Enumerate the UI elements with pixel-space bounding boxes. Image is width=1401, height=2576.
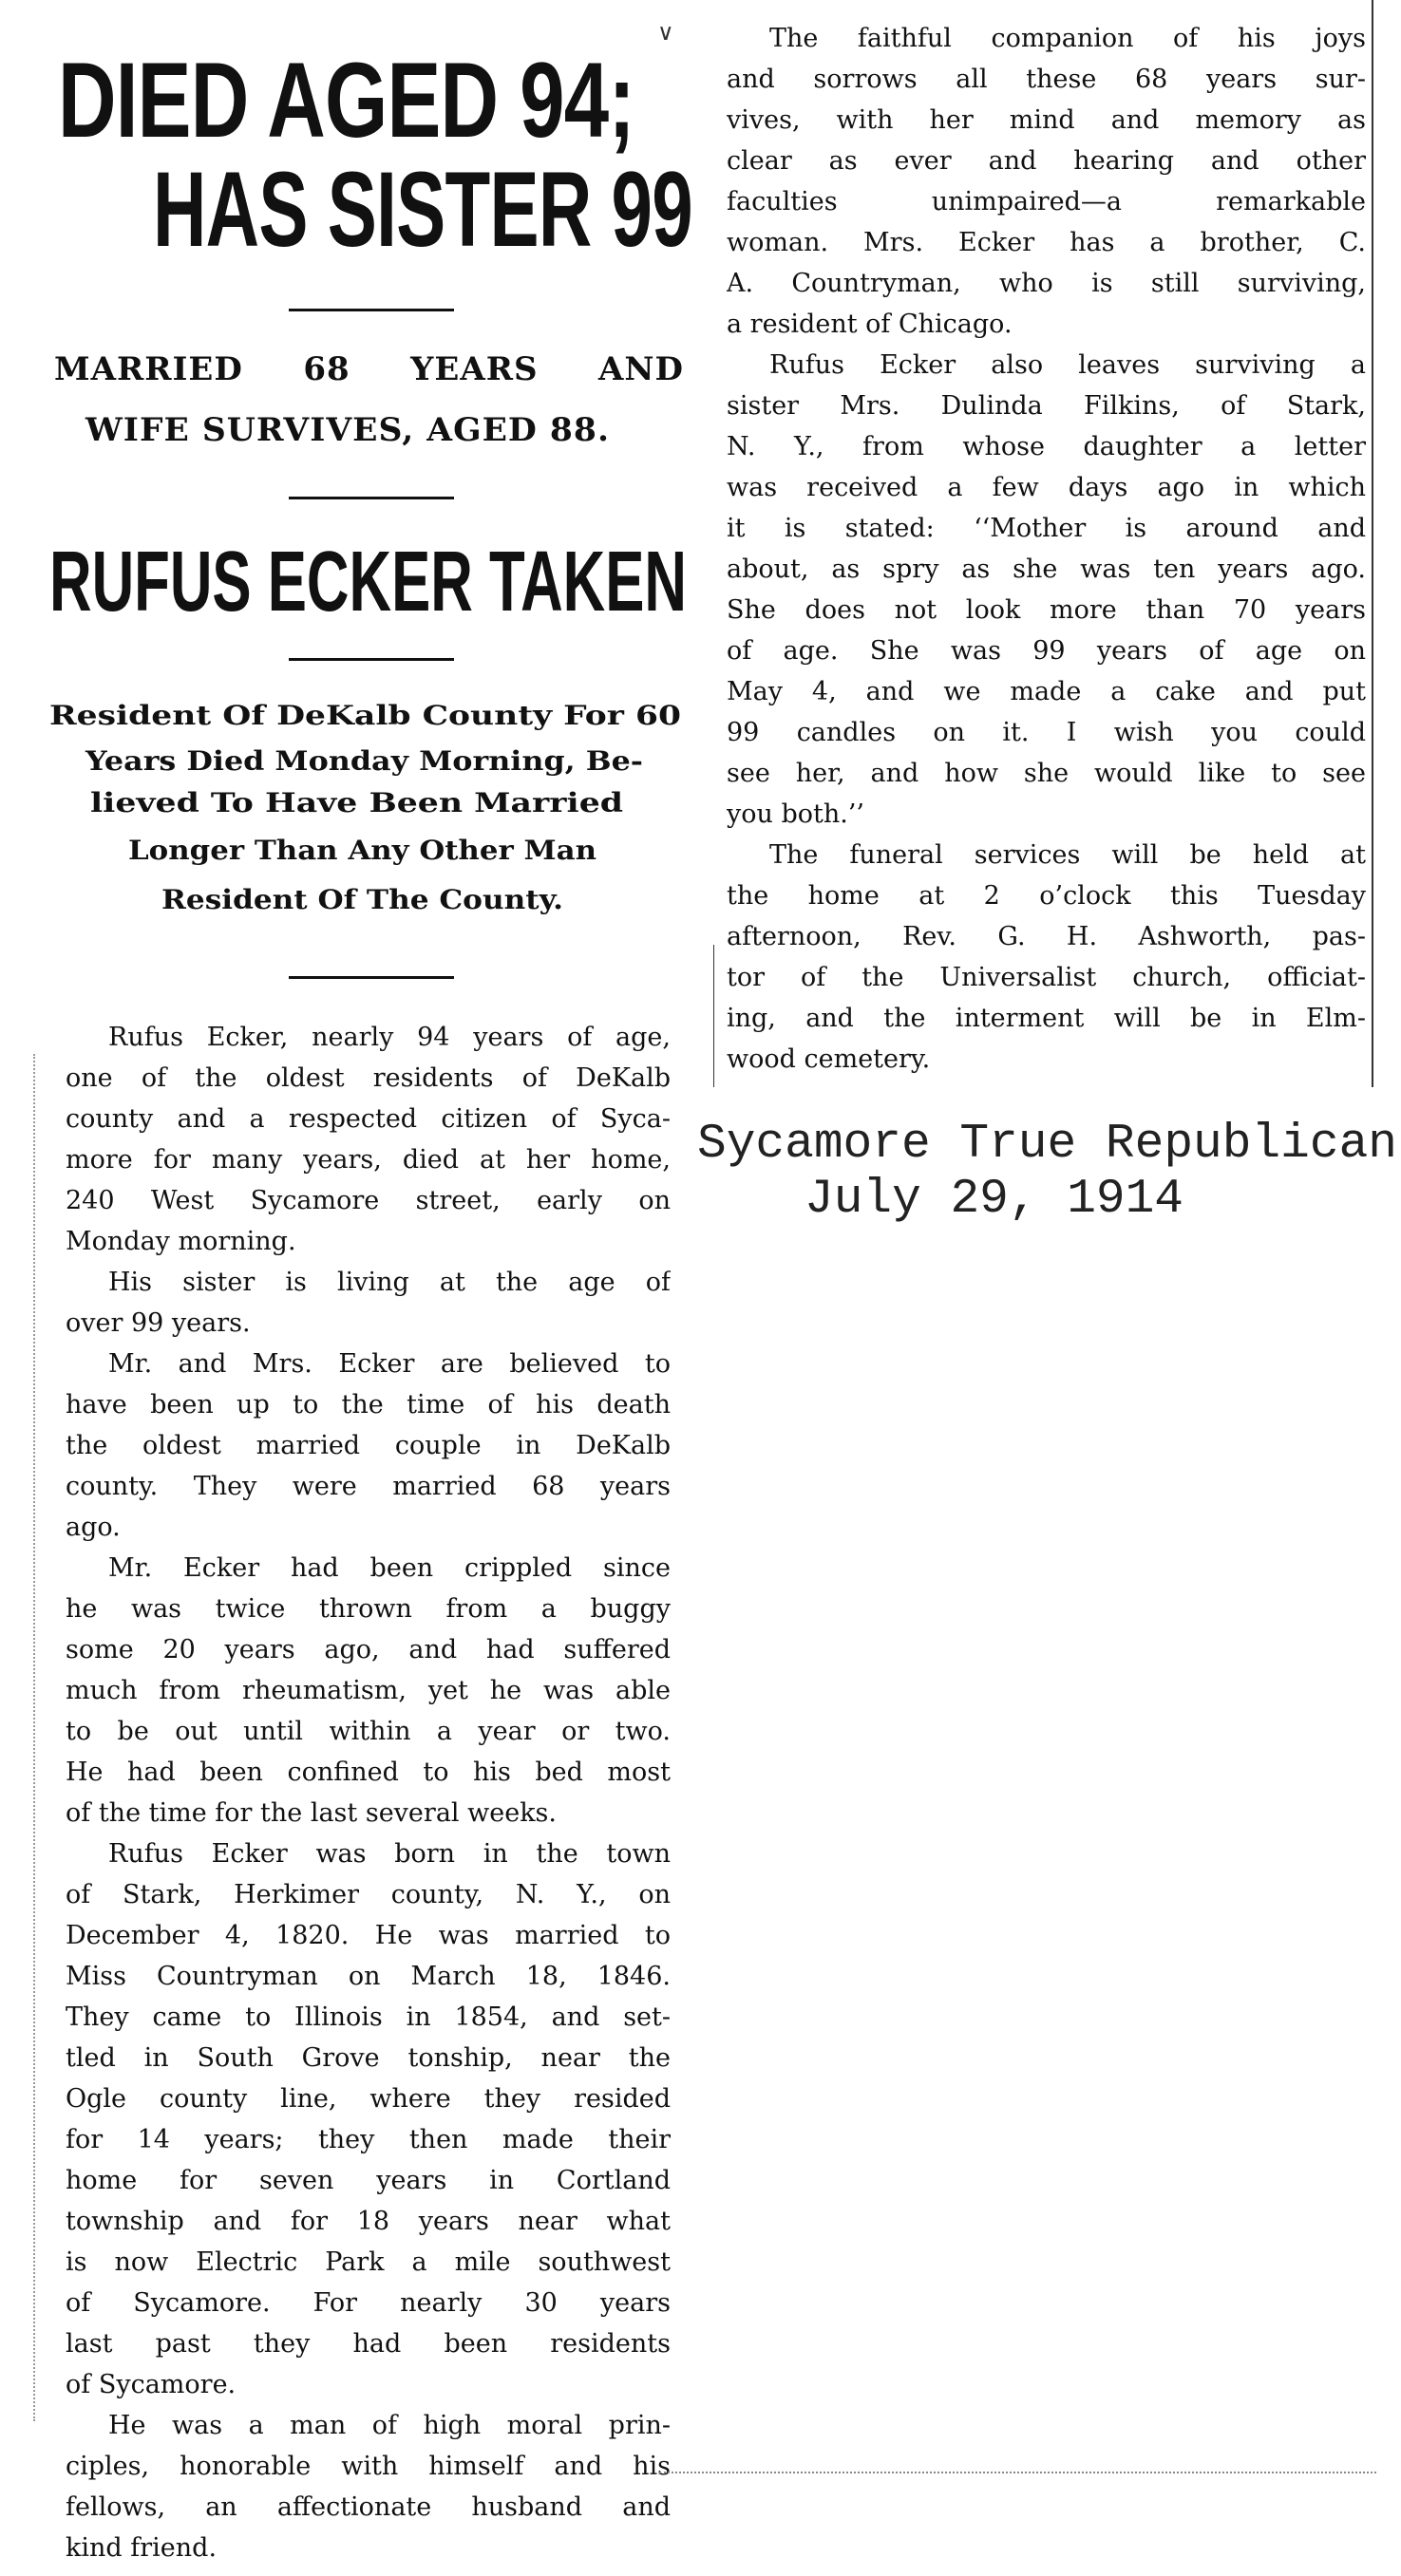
text-line: Ogle county line, where they resided bbox=[66, 2084, 671, 2114]
main-headline: RUFUS ECKER TAKEN bbox=[49, 535, 687, 630]
text-line: He was a man of high moral prin- bbox=[108, 2411, 671, 2440]
text-line: wood cemetery. bbox=[727, 1044, 931, 1074]
subhead-line-2: WIFE SURVIVES, AGED 88. bbox=[85, 411, 610, 449]
text-line: The funeral services will be held at bbox=[769, 840, 1366, 870]
deck-line-wrap bbox=[161, 884, 563, 915]
subhead-word: AND bbox=[598, 350, 684, 388]
deck-line: Longer Than Any Other Man bbox=[128, 835, 596, 866]
text-line: over 99 years. bbox=[66, 1308, 251, 1338]
paragraph bbox=[66, 1833, 671, 2405]
text-line: afternoon, Rev. G. H. Ashworth, pas- bbox=[727, 922, 1366, 951]
text-line: he was twice thrown from a buggy bbox=[66, 1594, 671, 1624]
text-line: Miss Countryman on March 18, 1846. bbox=[66, 1962, 671, 1991]
text-line: see her, and how she would like to see bbox=[727, 759, 1366, 788]
text-line: They came to Illinois in 1854, and set- bbox=[66, 2003, 671, 2032]
deck-line: lieved To Have Been Married bbox=[90, 787, 623, 818]
deck-line-wrap bbox=[90, 787, 623, 818]
text-line: ciples, honorable with himself and his bbox=[66, 2452, 671, 2481]
paragraph bbox=[66, 2405, 671, 2568]
text-line: clear as ever and hearing and other bbox=[727, 146, 1366, 176]
text-line: Monday morning. bbox=[66, 1227, 296, 1256]
source-date: July 29, 1914 bbox=[805, 1173, 1183, 1227]
text-line: have been up to the time of his death bbox=[66, 1390, 671, 1420]
text-line: a resident of Chicago. bbox=[727, 310, 1013, 339]
column-border bbox=[713, 945, 714, 1087]
deck-line: Resident Of DeKalb County For 60 bbox=[49, 700, 681, 731]
text-line: Rufus Ecker, nearly 94 years of age, bbox=[108, 1023, 671, 1052]
paragraph bbox=[66, 1262, 671, 1344]
text-line: woman. Mrs. Ecker has a brother, C. bbox=[727, 228, 1366, 257]
subhead-word: 68 bbox=[303, 350, 350, 388]
text-line: tor of the Universalist church, officiat- bbox=[727, 963, 1366, 992]
text-line: Mr. Ecker had been crippled since bbox=[108, 1553, 671, 1583]
text-line: the home at 2 o’clock this Tuesday bbox=[727, 881, 1366, 911]
text-line: home for seven years in Cortland bbox=[66, 2166, 671, 2195]
text-line: faculties unimpaired—a remarkable bbox=[727, 187, 1366, 216]
paragraph bbox=[727, 345, 1366, 835]
subhead-word: MARRIED bbox=[54, 350, 243, 388]
text-line: to be out until within a year or two. bbox=[66, 1717, 671, 1746]
text-line: A. Countryman, who is still surviving, bbox=[727, 269, 1366, 298]
divider-rule bbox=[289, 497, 454, 499]
subhead-line-1 bbox=[54, 350, 684, 388]
text-line: December 4, 1820. He was married to bbox=[66, 1921, 671, 1950]
text-line: kind friend. bbox=[66, 2533, 218, 2563]
headline-line-1-wrap bbox=[58, 41, 816, 160]
text-line: His sister is living at the age of bbox=[108, 1268, 671, 1297]
deck-line-wrap bbox=[85, 745, 643, 777]
text-line: is now Electric Park a mile southwest bbox=[66, 2247, 671, 2277]
text-line: of Stark, Herkimer county, N. Y., on bbox=[66, 1880, 671, 1909]
headline-line-2: HAS SISTER 99 bbox=[153, 150, 692, 269]
dotted-rule bbox=[659, 2472, 1376, 2473]
text-line: He had been confined to his bed most bbox=[66, 1758, 671, 1787]
subhead-word: YEARS bbox=[410, 350, 539, 388]
text-line: for 14 years; they then made their bbox=[66, 2125, 671, 2154]
text-line: ago. bbox=[66, 1513, 121, 1542]
text-line: about, as spry as she was ten years ago. bbox=[727, 555, 1366, 584]
text-line: of age. She was 99 years of age on bbox=[727, 636, 1366, 666]
source-publication-wrap bbox=[697, 1118, 1397, 1172]
text-line: was received a few days ago in which bbox=[727, 473, 1366, 502]
text-line: The faithful companion of his joys bbox=[769, 24, 1366, 53]
divider-rule bbox=[289, 976, 454, 979]
divider-rule bbox=[289, 309, 454, 311]
text-line: more for many years, died at her home, bbox=[66, 1145, 671, 1175]
text-line: you both.’’ bbox=[727, 799, 865, 829]
text-line: May 4, and we made a cake and put bbox=[727, 677, 1366, 706]
text-line: much from rheumatism, yet he was able bbox=[66, 1676, 671, 1705]
text-line: of Sycamore. bbox=[66, 2370, 237, 2399]
text-line: Rufus Ecker also leaves surviving a bbox=[769, 350, 1366, 380]
paragraph bbox=[727, 18, 1366, 345]
deck-line: Resident Of The County. bbox=[161, 884, 563, 915]
left-column bbox=[66, 1017, 671, 2568]
subhead-line-2-wrap bbox=[85, 411, 610, 449]
text-line: last past they had been residents bbox=[66, 2329, 671, 2359]
source-date-wrap bbox=[805, 1173, 1183, 1227]
deck-line-wrap bbox=[49, 700, 681, 731]
deck-line: Years Died Monday Morning, Be- bbox=[85, 745, 643, 777]
text-line: ing, and the interment will be in Elm- bbox=[727, 1004, 1366, 1033]
text-line: county. They were married 68 years bbox=[66, 1472, 671, 1501]
right-column bbox=[727, 18, 1366, 1080]
text-line: tled in South Grove tonship, near the bbox=[66, 2043, 671, 2073]
paragraph bbox=[66, 1548, 671, 1833]
text-line: of the time for the last several weeks. bbox=[66, 1798, 557, 1828]
text-line: sister Mrs. Dulinda Filkins, of Stark, bbox=[727, 391, 1366, 421]
column-border bbox=[1372, 0, 1373, 1087]
deck-line-wrap bbox=[128, 835, 596, 866]
text-line: township and for 18 years near what bbox=[66, 2207, 671, 2236]
text-line: and sorrows all these 68 years sur- bbox=[727, 65, 1366, 94]
text-line: of Sycamore. For nearly 30 years bbox=[66, 2288, 671, 2318]
headline-line-1: DIED AGED 94; bbox=[58, 41, 634, 160]
text-line: fellows, an affectionate husband and bbox=[66, 2492, 671, 2522]
text-line: the oldest married couple in DeKalb bbox=[66, 1431, 671, 1460]
paragraph bbox=[727, 835, 1366, 1080]
text-line: N. Y., from whose daughter a letter bbox=[727, 432, 1366, 461]
text-line: county and a respected citizen of Syca- bbox=[66, 1104, 671, 1134]
text-line: Rufus Ecker was born in the town bbox=[108, 1839, 671, 1869]
text-line: Mr. and Mrs. Ecker are believed to bbox=[108, 1349, 671, 1379]
text-line: She does not look more than 70 years bbox=[727, 595, 1366, 625]
text-line: 99 candles on it. I wish you could bbox=[727, 718, 1366, 747]
paragraph bbox=[66, 1017, 671, 1262]
divider-rule bbox=[289, 658, 454, 661]
check-mark-icon: ∨ bbox=[657, 19, 674, 46]
column-border bbox=[33, 1054, 35, 2421]
text-line: 240 West Sycamore street, early on bbox=[66, 1186, 671, 1215]
text-line: it is stated: ‘‘Mother is around and bbox=[727, 514, 1366, 543]
text-line: some 20 years ago, and had suffered bbox=[66, 1635, 671, 1664]
paragraph bbox=[66, 1344, 671, 1548]
text-line: vives, with her mind and memory as bbox=[727, 105, 1366, 135]
source-publication: Sycamore True Republican bbox=[697, 1118, 1397, 1172]
text-line: one of the oldest residents of DeKalb bbox=[66, 1063, 671, 1093]
